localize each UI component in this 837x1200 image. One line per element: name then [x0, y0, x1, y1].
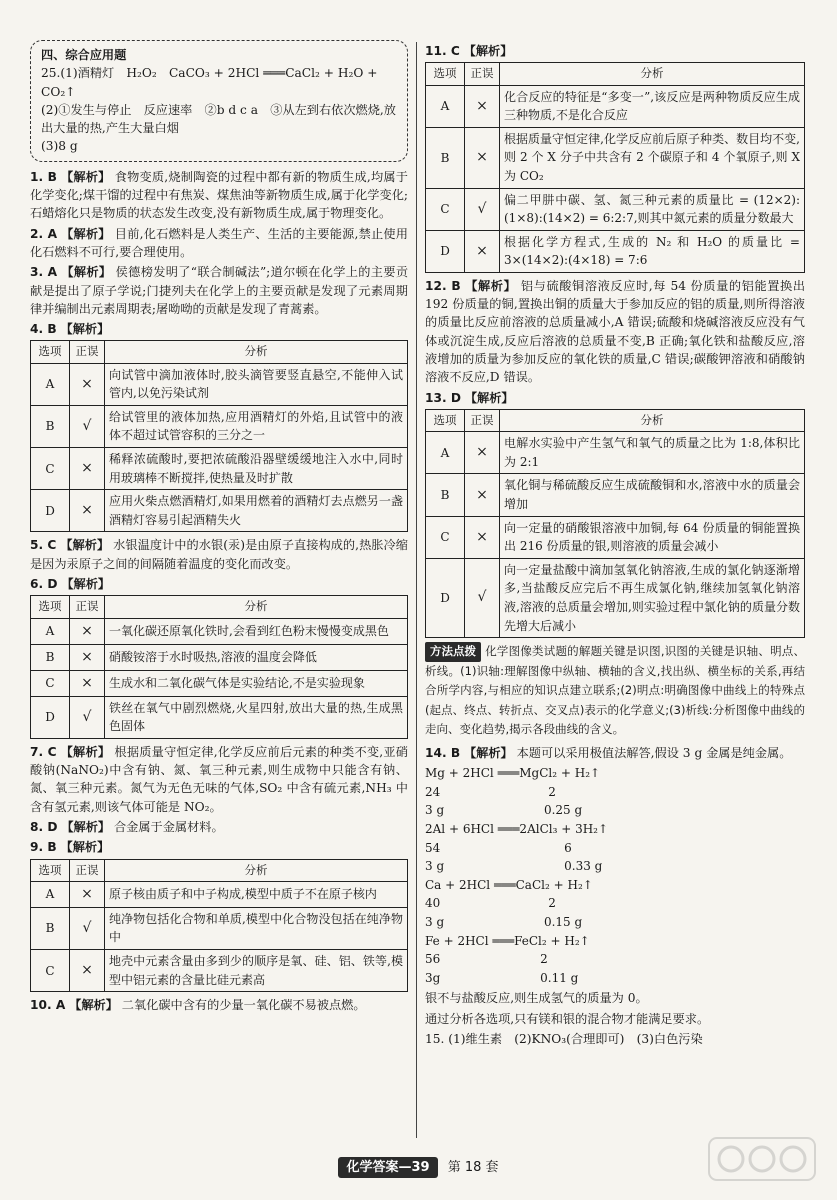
analysis-text: 合金属于金属材料。 [113, 819, 224, 834]
table-header-row [426, 63, 805, 85]
judge-mark: × [70, 363, 105, 405]
option-cell: B [426, 474, 465, 516]
option-cell: A [31, 881, 70, 907]
judge-mark: √ [70, 405, 105, 447]
analysis-tag: 【解析】 [60, 538, 110, 553]
option-cell: B [426, 127, 465, 188]
judge-mark: × [465, 474, 500, 516]
analysis-cell: 原子核由质子和中子构成,模型中质子不在原子核内 [105, 881, 408, 907]
question-number: 11. C [425, 44, 460, 58]
table-row [426, 558, 805, 637]
judge-mark: × [70, 950, 105, 992]
left-column [30, 40, 408, 1140]
analysis-table [30, 340, 408, 532]
option-cell: A [31, 363, 70, 405]
equation-line: 56 2 [425, 952, 548, 967]
question-item [425, 277, 805, 387]
question-item [30, 168, 408, 223]
analysis-tag: 【解析】 [60, 169, 111, 184]
table-row [31, 405, 408, 447]
analysis-tag: 【解析】 [61, 819, 111, 834]
option-cell: A [31, 618, 70, 644]
analysis-text: 水银温度计中的水银(汞)是由原子直接构成的,热胀冷缩是因为汞原子之间的间隔随着温度的变化而改变。 [30, 538, 408, 571]
judge-mark: × [465, 230, 500, 272]
table-row [31, 907, 408, 949]
table-row [31, 448, 408, 490]
analysis-cell: 向一定量的硝酸银溶液中加铜,每 64 份质量的铜能置换出 216 份质量的银,则溶液的质量会减小 [500, 516, 805, 558]
question-item [30, 575, 408, 593]
analysis-table [30, 595, 408, 738]
judge-mark: √ [465, 558, 500, 637]
question-item [30, 838, 408, 856]
table-row [426, 127, 805, 188]
table-row [426, 188, 805, 230]
analysis-text: 根据质量守恒定律,化学反应前后元素的种类不变,亚硝酸钠(NaNO₂)中含有钠、氮、氧三种元素,则生成物中只能含有钠、氮、氧三种元素。氮气为无色无味的气体,SO₂ 中含有硫元素,NH₃ 中含有氢元素,则该气体可能是 NO₂。 [30, 744, 408, 814]
judge-mark: × [70, 670, 105, 696]
table-header-row [31, 596, 408, 618]
section-title: 四、综合应用题 [41, 48, 127, 62]
judge-mark: × [465, 516, 500, 558]
header-analysis: 分析 [500, 63, 805, 85]
judge-mark: √ [70, 907, 105, 949]
equation-line: 3g 0.11 g [425, 970, 579, 985]
judge-mark: × [70, 448, 105, 490]
question-number: 1. B [30, 169, 57, 184]
option-cell: D [31, 490, 70, 532]
question-number: 3. A [30, 265, 58, 280]
option-cell: A [426, 432, 465, 474]
option-cell: B [31, 644, 70, 670]
table-row [31, 950, 408, 992]
left-answer-list [30, 168, 408, 1015]
analysis-cell: 电解水实验中产生氢气和氧气的质量之比为 1:8,体积比为 2:1 [500, 432, 805, 474]
judge-mark: × [70, 490, 105, 532]
table-row [426, 85, 805, 127]
equation-line: 3 g 0.15 g [425, 914, 583, 929]
table-row [31, 363, 408, 405]
analysis-cell: 纯净物包括化合物和单质,模型中化合物没包括在纯净物中 [105, 907, 408, 949]
analysis-tag: 【解析】 [464, 390, 514, 405]
analysis-text: 二氧化碳中含有的少量一氧化碳不易被点燃。 [121, 998, 366, 1013]
header-judge: 正误 [70, 596, 105, 618]
right-column [425, 40, 805, 1140]
option-cell: B [31, 405, 70, 447]
table-header-row [31, 341, 408, 363]
equation-list [425, 764, 805, 987]
analysis-tag: 【解析】 [60, 322, 110, 337]
analysis-text: 食物变质,烧制陶瓷的过程中都有新的物质生成,均属于化学变化;煤干馏的过程中有焦炭、煤焦油等新物质生成,属于化学变化;石蜡熔化只是物质的状态发生改变,没有新物质生成,属于物理变化。 [30, 169, 408, 221]
table-row [31, 696, 408, 738]
question-14 [425, 744, 805, 762]
question-number: 14. B [425, 745, 461, 760]
option-cell: C [31, 950, 70, 992]
analysis-text: 铝与硫酸铜溶液反应时,每 54 份质量的铝能置换出 192 份质量的铜,置换出铜的质量大于参加反应的铝的质量,则所得溶液的质量比反应前溶液的总质量减小,A 错误;硫酸和烧碱溶液反应没有气体或沉淀生成,反应后溶液的总质量不变,B 正确;氧化铁和盐酸反应,溶液增加的质量为参加反应的氧化铁的质量,C 错误;碳酸钾溶液和硝酸钠溶液不反应,D 错误。 [425, 278, 805, 385]
option-cell: D [426, 558, 465, 637]
judge-mark: √ [70, 696, 105, 738]
analysis-cell: 化合反应的特征是“多变一”,该反应是两种物质反应生成三种物质,不是化合反应 [500, 85, 805, 127]
question-number: 12. B [425, 278, 461, 293]
summary-line: (3)8 g [41, 139, 78, 154]
option-cell: C [31, 670, 70, 696]
table-row [31, 670, 408, 696]
judge-mark: × [70, 618, 105, 644]
analysis-cell: 给试管里的液体加热,应用酒精灯的外焰,且试管中的液体不超过试管容积的三分之一 [105, 405, 408, 447]
analysis-text: 侯德榜发明了“联合制碱法”;道尔顿在化学上的主要贡献是提出了原子学说;门捷列夫在化学上的主要贡献是发现了元素周期律并编制出元素周期表;屠呦呦的贡献是发现了青蒿素。 [30, 265, 408, 316]
analysis-cell: 铁丝在氧气中剧烈燃烧,火星四射,放出大量的热,生成黑色固体 [105, 696, 408, 738]
method-tip [425, 642, 805, 740]
question-14-conclusion [425, 989, 805, 1028]
table-row [31, 881, 408, 907]
option-cell: C [426, 516, 465, 558]
question-15: 15. (1)维生素 (2)KNO₃(合理即可) (3)白色污染 [425, 1031, 703, 1046]
analysis-tag: 【解析】 [463, 44, 513, 58]
conclusion-line: 通过分析各选项,只有镁和银的混合物才能满足要求。 [425, 1011, 710, 1026]
analysis-cell: 应用火柴点燃酒精灯,如果用燃着的酒精灯去点燃另一盏酒精灯容易引起酒精失火 [105, 490, 408, 532]
question-item [425, 42, 805, 60]
header-analysis: 分析 [105, 596, 408, 618]
analysis-cell: 稀释浓硫酸时,要把浓硫酸沿器壁缓缓地注入水中,同时用玻璃棒不断搅拌,使热量及时扩散 [105, 448, 408, 490]
table-header-row [31, 859, 408, 881]
analysis-table [30, 859, 408, 993]
analysis-tag: 【解析】 [60, 744, 111, 759]
analysis-cell: 根据化学方程式,生成的 N₂ 和 H₂O 的质量比 = 3×(14×2):(4×18) = 7:6 [500, 230, 805, 272]
right-answer-list [425, 42, 805, 638]
header-option: 选项 [426, 63, 465, 85]
judge-mark: × [465, 432, 500, 474]
equation-line: Mg + 2HCl ═══MgCl₂ + H₂↑ [425, 766, 601, 781]
header-judge: 正误 [70, 859, 105, 881]
footer-page-label: 化学答案—39 [338, 1157, 437, 1179]
header-option: 选项 [31, 596, 70, 618]
question-number: 7. C [30, 744, 57, 759]
analysis-text: 目前,化石燃料是人类生产、生活的主要能源,禁止使用化石燃料不可行,要合理使用。 [30, 226, 408, 259]
header-option: 选项 [426, 409, 465, 431]
analysis-tag: 【解析】 [464, 745, 513, 760]
question-number: 9. B [30, 840, 57, 855]
table-row [31, 644, 408, 670]
option-cell: B [31, 907, 70, 949]
judge-mark: √ [465, 188, 500, 230]
question-number: 2. A [30, 226, 57, 241]
question-item [30, 743, 408, 816]
equation-line: 3 g 0.33 g [425, 859, 603, 874]
equation-line: 40 2 [425, 896, 556, 911]
question-number: 5. C [30, 538, 57, 553]
header-option: 选项 [31, 859, 70, 881]
header-judge: 正误 [70, 341, 105, 363]
analysis-cell: 一氧化碳还原氧化铁时,会看到红色粉末慢慢变成黑色 [105, 618, 408, 644]
analysis-tag: 【解析】 [61, 577, 111, 592]
analysis-table [425, 409, 805, 638]
question-item [30, 225, 408, 262]
analysis-cell: 生成水和二氧化碳气体是实验结论,不是实验现象 [105, 670, 408, 696]
option-cell: D [31, 696, 70, 738]
watermark-logo [707, 1136, 817, 1182]
question-number: 6. D [30, 577, 58, 592]
header-judge: 正误 [465, 409, 500, 431]
question-number: 8. D [30, 819, 58, 834]
analysis-cell: 向一定量盐酸中滴加氢氧化钠溶液,生成的氯化钠逐渐增多,当盐酸反应完后不再生成氯化钠,继续加氢氧化钠溶液,溶液的总质量会增加,则实验过程中氯化钠的质量分数先增大后减小 [500, 558, 805, 637]
option-cell: C [31, 448, 70, 490]
question-item [425, 389, 805, 407]
question-item [30, 818, 408, 836]
option-cell: A [426, 85, 465, 127]
header-analysis: 分析 [105, 859, 408, 881]
table-row [426, 474, 805, 516]
equation-line: 2Al + 6HCl ═══2AlCl₃ + 3H₂↑ [425, 821, 609, 836]
question-14-intro: 本题可以采用极值法解答,假设 3 g 金属是纯金属。 [516, 745, 792, 760]
summary-line: 25.(1)酒精灯 H₂O₂ CaCO₃ + 2HCl ═══CaCl₂ + H₂O + CO₂↑ [41, 66, 378, 99]
judge-mark: × [70, 881, 105, 907]
analysis-tag: 【解析】 [465, 278, 517, 293]
header-analysis: 分析 [105, 341, 408, 363]
question-number: 13. D [425, 390, 461, 405]
option-cell: C [426, 188, 465, 230]
header-judge: 正误 [465, 63, 500, 85]
analysis-cell: 氧化铜与稀硫酸反应生成硫酸铜和水,溶液中水的质量会增加 [500, 474, 805, 516]
question-item [30, 996, 408, 1014]
method-tip-badge: 方法点拨 [425, 642, 481, 662]
option-cell: D [426, 230, 465, 272]
footer-set-label: 第 18 套 [447, 1159, 499, 1175]
analysis-table [425, 62, 805, 273]
question-item [30, 263, 408, 318]
analysis-tag: 【解析】 [69, 998, 118, 1013]
analysis-tag: 【解析】 [61, 265, 112, 280]
column-divider [416, 42, 417, 1138]
equation-line: Fe + 2HCl ═══FeCl₂ + H₂↑ [425, 933, 590, 948]
analysis-tag: 【解析】 [60, 840, 110, 855]
judge-mark: × [465, 127, 500, 188]
summary-line: (2)①发生与停止 反应速率 ②b d c a ③从左到右依次燃烧,放出大量的热,产生大量白烟 [41, 102, 396, 136]
table-row [426, 516, 805, 558]
analysis-tag: 【解析】 [61, 226, 111, 241]
analysis-cell: 偏二甲肼中碳、氢、氮三种元素的质量比 = (12×2):(1×8):(14×2) = 6:2:7,则其中氮元素的质量分数最大 [500, 188, 805, 230]
equation-line: 3 g 0.25 g [425, 803, 583, 818]
question-item [30, 320, 408, 338]
conclusion-line: 银不与盐酸反应,则生成氢气的质量为 0。 [425, 991, 648, 1006]
header-analysis: 分析 [500, 409, 805, 431]
table-row [31, 490, 408, 532]
analysis-cell: 硝酸铵溶于水时吸热,溶液的温度会降低 [105, 644, 408, 670]
analysis-cell: 地壳中元素含量由多到少的顺序是氧、硅、铝、铁等,模型中铝元素的含量比硅元素高 [105, 950, 408, 992]
equation-line: 24 2 [425, 784, 556, 799]
table-row [426, 230, 805, 272]
analysis-cell: 根据质量守恒定律,化学反应前后原子种类、数目均不变,则 2 个 X 分子中共含有 2 个碳原子和 4 个氧原子,则 X 为 CO₂ [500, 127, 805, 188]
judge-mark: × [465, 85, 500, 127]
method-tip-text: 化学图像类试题的解题关键是识图,识图的关键是识轴、明点、析线。(1)识轴:理解图像中纵轴、横轴的含义,找出纵、横坐标的关系,再结合所学内容,与相应的知识点建立联系;(2)明点:明确图像中曲线上的特殊点(起点、终点、转折点、交叉点)表示的化学意义;(3)析线:分析图像中曲线的走向、变化趋势,揭示各段曲线的含义。 [425, 644, 805, 737]
judge-mark: × [70, 644, 105, 670]
table-row [31, 618, 408, 644]
question-number: 4. B [30, 322, 57, 337]
analysis-cell: 向试管中滴加液体时,胶头滴管要竖直悬空,不能伸入试管内,以免污染试剂 [105, 363, 408, 405]
header-option: 选项 [31, 341, 70, 363]
equation-line: 54 6 [425, 840, 572, 855]
table-row [426, 432, 805, 474]
question-number: 10. A [30, 998, 66, 1013]
question-item [30, 536, 408, 573]
summary-box [30, 40, 408, 162]
table-header-row [426, 409, 805, 431]
equation-line: Ca + 2HCl ═══CaCl₂ + H₂↑ [425, 877, 593, 892]
